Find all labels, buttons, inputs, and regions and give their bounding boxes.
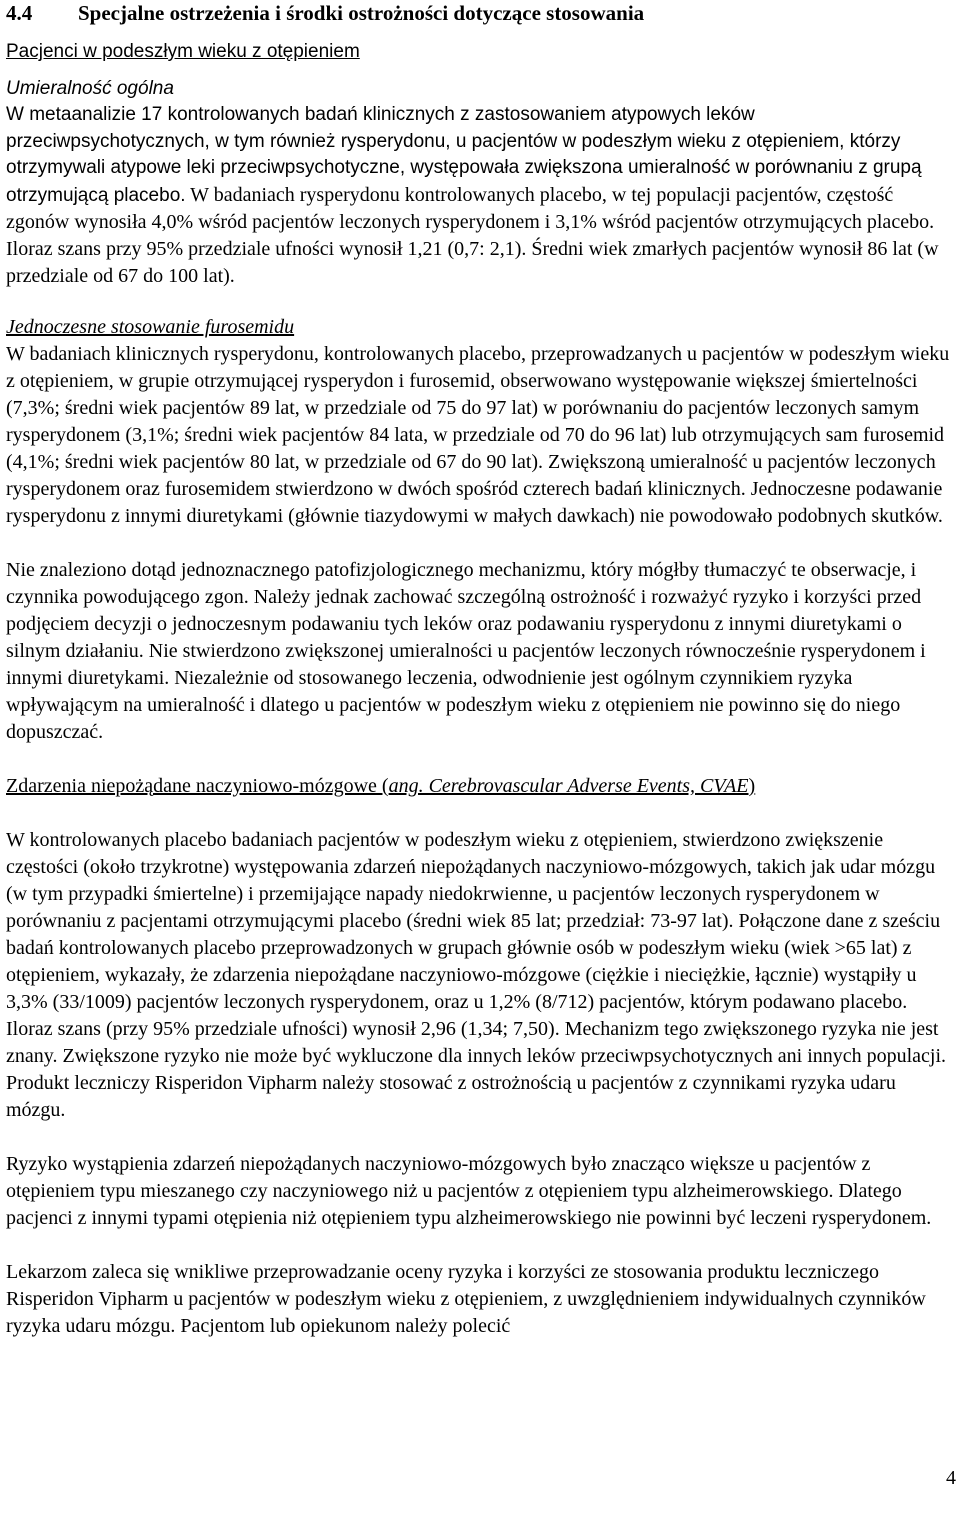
section-title: Specjalne ostrzeżenia i środki ostrożności dotyczące stosowania [78, 1, 645, 25]
document-page [6, 0, 956, 1340]
furosemide-paragraph: W badaniach klinicznych rysperydonu, kontrolowanych placebo, przeprowadzanych u pacjentów w podeszłym wieku z otępieniem, w grupie otrzymującej rysperydon i furosemid, obserwowano występowanie większej śmiertelności (7,3%; średni wiek pacjentów 89 lat, w przedziale od 75 do 97 lat) w porównaniu do pacjentów leczonych samym rysperydonem (3,1%; średni wiek pacjentów 84 lata, w przedziale od 70 do 96 lat) lub otrzymujących sam furosemid (4,1%; średni wiek pacjentów 80 lat, w przedziale od 67 do 90 lat). Zwiększoną umieralność u pacjentów leczonych rysperydonem oraz furosemidem stwierdzono w dwóch spośród czterech badań klinicznych. Jednoczesne podawanie rysperydonu z innymi diuretykami (głównie tiazydowymi w małych dawkach) nie powodowało podobnych skutków. [6, 343, 950, 527]
overall-mortality-text-b: W badaniach rysperydonu kontrolowanych placebo, w tej populacji pacjentów, częstość zgonów wynosiła 4,0% wśród pacjentów leczonych rysperydonem i 3,1% wśród pacjentów otrzymujących placebo. Iloraz szans przy 95% przedziale ufności wynosił 1,21 (0,7: 2,1). Średni wiek zmarłych pacjentów wynosił 86 lat (w przedziale od 67 do 100 lat). [6, 183, 939, 287]
mechanism-paragraph: Nie znaleziono dotąd jednoznacznego patofizjologicznego mechanizmu, który mógłby tłumaczyć te obserwacje, i czynnika powodującego zgon. Należy jednak zachować szczególną ostrożność i rozważyć ryzyko i korzyści przed podjęciem decyzji o jednoczesnym podawaniu tych leków oraz podawaniu rysperydonu z innymi diuretykami o silnym działaniu. Nie stwierdzono zwiększonej umieralności u pacjentów leczonych równocześnie rysperydonem i innymi diuretykami. Niezależnie od stosowanego leczenia, odwodnienie jest ogólnym czynnikiem ryzyka wpływającym na umieralność i dlatego u pacjentów w podeszłym wieku z otępieniem nie powinno się do niego dopuszczać. [6, 559, 926, 743]
cvae-paragraph-1: W kontrolowanych placebo badaniach pacjentów w podeszłym wieku z otępieniem, stwierdzono zwiększenie częstości (około trzykrotne) występowania zdarzeń niepożądanych naczyniowo-mózgowych, takich jak udar mózgu (w tym przypadki śmiertelne) i przemijające napady niedokrwienne, u pacjentów leczonych rysperydonem w porównaniu z pacjentami otrzymującymi placebo (średni wiek 85 lat; przedział: 73-97 lat). Połączone dane z sześciu badań kontrolowanych placebo przeprowadzonych w grupach głównie osób w podeszłym wieku (wiek >65 lat) z otępieniem, wykazały, że zdarzenia niepożądane naczyniowo-mózgowe (ciężkie i nieciężkie, łącznie) wystąpiły u 3,3% (33/1009) pacjentów leczonych rysperydonem, oraz u 1,2% (8/712) pacjentów, którym podawano placebo. Iloraz szans (przy 95% przedziale ufności) wynosił 2,96 (1,34; 7,50). Mechanizm tego zwiększonego ryzyka nie jest znany. Zwiększone ryzyko nie może być wykluczone dla innych leków przeciwpsychotycznych ani innych populacji. Produkt leczniczy Risperidon Vipharm należy stosować z ostrożnością u pacjentów z czynnikami ryzyka udaru mózgu. [6, 829, 947, 1121]
section-heading [6, 0, 956, 26]
cvae-paragraph-2: Ryzyko wystąpienia zdarzeń niepożądanych naczyniowo-mózgowych było znacząco większe u pacjentów z otępieniem typu mieszanego czy naczyniowego niż u pacjentów z otępieniem typu alzheimerowskiego. Dlatego pacjenci z innymi typami otępienia niż otępieniem typu alzheimerowskiego nie powinni być leczeni rysperydonem. [6, 1153, 932, 1229]
cvae-heading [6, 773, 956, 800]
cvae-heading-plain: Zdarzenia niepożądane naczyniowo-mózgowe ( [6, 775, 389, 797]
cvae-heading-italic: ang. Cerebrovascular Adverse Events, CVAE [388, 775, 749, 797]
cvae-heading-close: ) [748, 775, 756, 797]
section-number: 4.4 [6, 1, 33, 25]
furosemide-heading: Jednoczesne stosowanie furosemidu [6, 316, 295, 338]
page-number: 4 [946, 1467, 956, 1489]
overall-mortality-heading: Umieralność ogólna [6, 77, 174, 99]
overall-mortality-text-a: W metaanalizie 17 kontrolowanych badań klinicznych z zastosowaniem atypowych leków przeciwpsychotycznych, w tym również rysperydonu, u pacjentów w podeszłym wieku z otępieniem, którzy otrzymywali atypowe leki przeciwpsychotyczne, występowała zwiększona umieralność w porównaniu z grupą otrzymującą placebo. [6, 104, 922, 206]
elderly-dementia-heading: Pacjenci w podeszłym wieku z otępieniem [6, 41, 360, 62]
cvae-paragraph-3: Lekarzom zaleca się wnikliwe przeprowadzanie oceny ryzyka i korzyści ze stosowania produktu leczniczego Risperidon Vipharm u pacjentów w podeszłym wieku z otępieniem, z uwzględnieniem indywidualnych czynników ryzyka udaru mózgu. Pacjentom lub opiekunom należy polecić [6, 1261, 926, 1337]
overall-mortality-paragraph [6, 102, 956, 290]
